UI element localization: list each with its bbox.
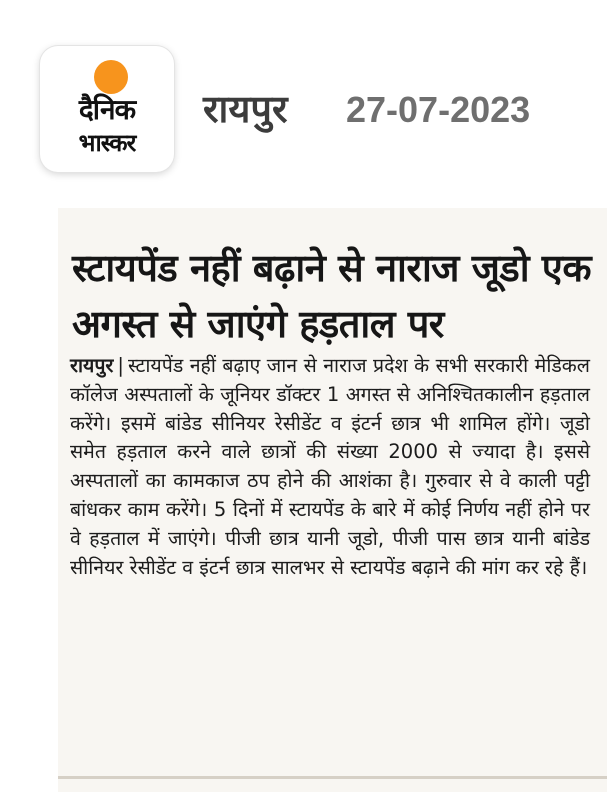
article-dateline: रायपुर (70, 354, 114, 377)
edition-city: रायपुर (203, 87, 288, 131)
logo-wordmark-line1: दैनिक (78, 93, 136, 126)
edition-date: 27-07-2023 (346, 89, 531, 130)
article-body (70, 352, 590, 582)
article-text: स्टायपेंड नहीं बढ़ाए जान से नाराज प्रदेश के सभी सरकारी मेडिकल कॉलेज अस्पतालों के जूनियर डॉक्टर 1 अगस्त से अनिश्चितकालीन हड़ताल करेंगे। इसमें बांडेड सीनियर रेसीडेंट व इंटर्न छात्र भी शामिल होंगे। जूडो समेत हड़ताल करने वाले छात्रों की संख्या 2000 से ज्यादा है। इससे अस्पतालों का कामकाज ठप होने की आशंका है। गुरुवार से वे काली पट्टी बांधकर काम करेंगे। 5 दिनों में स्टायपेंड के बारे में कोई निर्णय नहीं होने पर वे हड़ताल में जाएंगे। पीजी छात्र यानी जूडो, पीजी पास छात्र यानी बांडेड सीनियर रेसीडेंट व इंटर्न छात्र सालभर से स्टायपेंड बढ़ाने की मांग कर रहे हैं। (70, 354, 590, 579)
dainik-bhaskar-logo (40, 46, 174, 172)
logo-wordmark-line2: भास्कर (78, 129, 136, 157)
clipping-bottom-rule (58, 776, 607, 779)
sun-icon (94, 60, 128, 94)
dateline-separator: | (117, 354, 124, 377)
article-headline: स्टायपेंड नहीं बढ़ाने से नाराज जूडो एक अगस्त से जाएंगे हड़ताल पर (72, 246, 592, 346)
